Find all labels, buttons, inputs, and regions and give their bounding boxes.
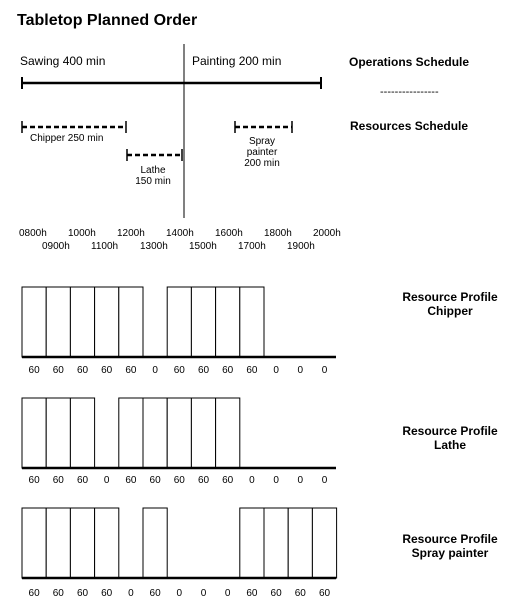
profile-value-label: 60 <box>197 365 210 376</box>
profile-value-label: 60 <box>318 588 331 599</box>
profile-value-label: 60 <box>246 588 258 599</box>
profile-bar <box>46 398 70 468</box>
profile-value-label: 0 <box>176 588 183 599</box>
painting-label: Painting 200 min <box>192 54 282 68</box>
profile-bar <box>191 398 215 468</box>
profile-value-label: 60 <box>149 588 161 599</box>
spray-profile-title-line1: Resource Profile <box>402 532 498 546</box>
profile-value-label: 0 <box>224 588 231 599</box>
timeline-tick-label: 2000h <box>313 228 341 239</box>
profile-value-label: 60 <box>294 588 306 599</box>
profile-value-label: 60 <box>125 475 137 486</box>
profile-value-label: 0 <box>273 365 279 376</box>
lathe-profile-title-line1: Resource Profile <box>402 424 498 438</box>
timeline-tick-label: 1700h <box>238 241 266 252</box>
profile-value-label: 0 <box>321 475 328 486</box>
section-separator: ---------------- <box>380 86 439 98</box>
profile-bar <box>46 508 70 578</box>
profile-bar <box>95 508 119 578</box>
profile-value-label: 60 <box>173 475 185 486</box>
profile-value-label: 60 <box>222 475 234 486</box>
profile-value-label: 60 <box>52 588 64 599</box>
profile-value-label: 60 <box>125 365 137 376</box>
profile-value-label: 60 <box>246 365 258 376</box>
chipper-profile-title-line2: Chipper <box>427 304 473 318</box>
chipper-profile <box>22 287 336 376</box>
profile-bar <box>22 287 46 357</box>
timeline-tick-label: 1100h <box>91 241 119 252</box>
chipper-profile-title-line1: Resource Profile <box>402 290 498 304</box>
profile-bar <box>240 508 264 578</box>
profile-value-label: 60 <box>28 365 40 376</box>
operations-schedule-heading: Operations Schedule <box>349 55 470 69</box>
timeline-tick-label: 1800h <box>264 228 292 239</box>
profile-bar <box>95 287 119 357</box>
lathe-profile-title-line2: Lathe <box>433 438 466 452</box>
resources-schedule-heading: Resources Schedule <box>350 119 469 133</box>
profile-bar <box>288 508 312 578</box>
timeline-tick-label: 0900h <box>42 241 70 252</box>
profile-value-label: 60 <box>270 588 282 599</box>
profile-value-label: 0 <box>297 365 304 376</box>
profile-bar <box>143 398 167 468</box>
profile-value-label: 60 <box>52 365 64 376</box>
profile-value-label: 0 <box>128 588 134 599</box>
timeline-tick-label: 1200h <box>117 228 145 239</box>
profile-value-label: 60 <box>76 475 89 486</box>
profile-value-label: 60 <box>101 365 113 376</box>
spray-profile-title-line2: Spray painter <box>411 546 489 560</box>
profile-value-label: 0 <box>297 475 304 486</box>
profile-bar <box>216 398 240 468</box>
timeline-tick-label: 1500h <box>189 241 217 252</box>
profile-value-label: 60 <box>28 475 40 486</box>
lathe-schedule-label-line1: Lathe <box>140 165 166 176</box>
spray-schedule-label-line2: painter <box>246 147 278 158</box>
lathe-schedule-label-line2: 150 min <box>135 176 171 187</box>
profile-value-label: 60 <box>52 475 64 486</box>
profile-value-label: 0 <box>152 365 158 376</box>
profile-value-label: 0 <box>321 365 328 376</box>
timeline-tick-label: 1000h <box>68 228 96 239</box>
profile-bar <box>22 398 46 468</box>
timeline-tick-label: 0800h <box>19 228 47 239</box>
profile-bar <box>46 287 70 357</box>
timeline-tick-label: 1600h <box>215 228 243 239</box>
profile-bar <box>22 508 46 578</box>
profile-value-label: 60 <box>222 365 234 376</box>
profile-bar <box>264 508 288 578</box>
profile-bar <box>191 287 215 357</box>
profile-value-label: 0 <box>273 475 279 486</box>
profile-bar <box>70 398 94 468</box>
profile-value-label: 60 <box>28 588 40 599</box>
profile-value-label: 60 <box>76 365 89 376</box>
spray-schedule-label-line3: 200 min <box>244 158 280 169</box>
lathe-profile <box>22 398 336 486</box>
profile-bar <box>70 508 94 578</box>
profile-bar <box>216 287 240 357</box>
chipper-schedule-label: Chipper 250 min <box>30 133 104 144</box>
timeline-tick-label: 1400h <box>166 228 194 239</box>
profile-bar <box>70 287 94 357</box>
profile-value-label: 60 <box>76 588 89 599</box>
profile-bar <box>119 398 143 468</box>
profile-value-label: 60 <box>197 475 210 486</box>
spray-schedule-label-line1: Spray <box>248 136 276 147</box>
profile-value-label: 0 <box>103 475 110 486</box>
profile-value-label: 60 <box>149 475 161 486</box>
profile-bar <box>143 508 167 578</box>
profile-value-label: 60 <box>101 588 113 599</box>
profile-value-label: 60 <box>173 365 185 376</box>
profile-bar <box>240 287 264 357</box>
spray-painter-profile <box>22 508 337 599</box>
page-title: Tabletop Planned Order <box>17 12 198 29</box>
profile-bar <box>119 287 143 357</box>
profile-bar <box>312 508 336 578</box>
profile-bar <box>167 287 191 357</box>
sawing-label: Sawing 400 min <box>20 54 106 68</box>
timeline-tick-label: 1300h <box>140 241 168 252</box>
profile-value-label: 0 <box>249 475 255 486</box>
timeline-tick-label: 1900h <box>287 241 315 252</box>
profile-bar <box>167 398 191 468</box>
profile-value-label: 0 <box>200 588 207 599</box>
